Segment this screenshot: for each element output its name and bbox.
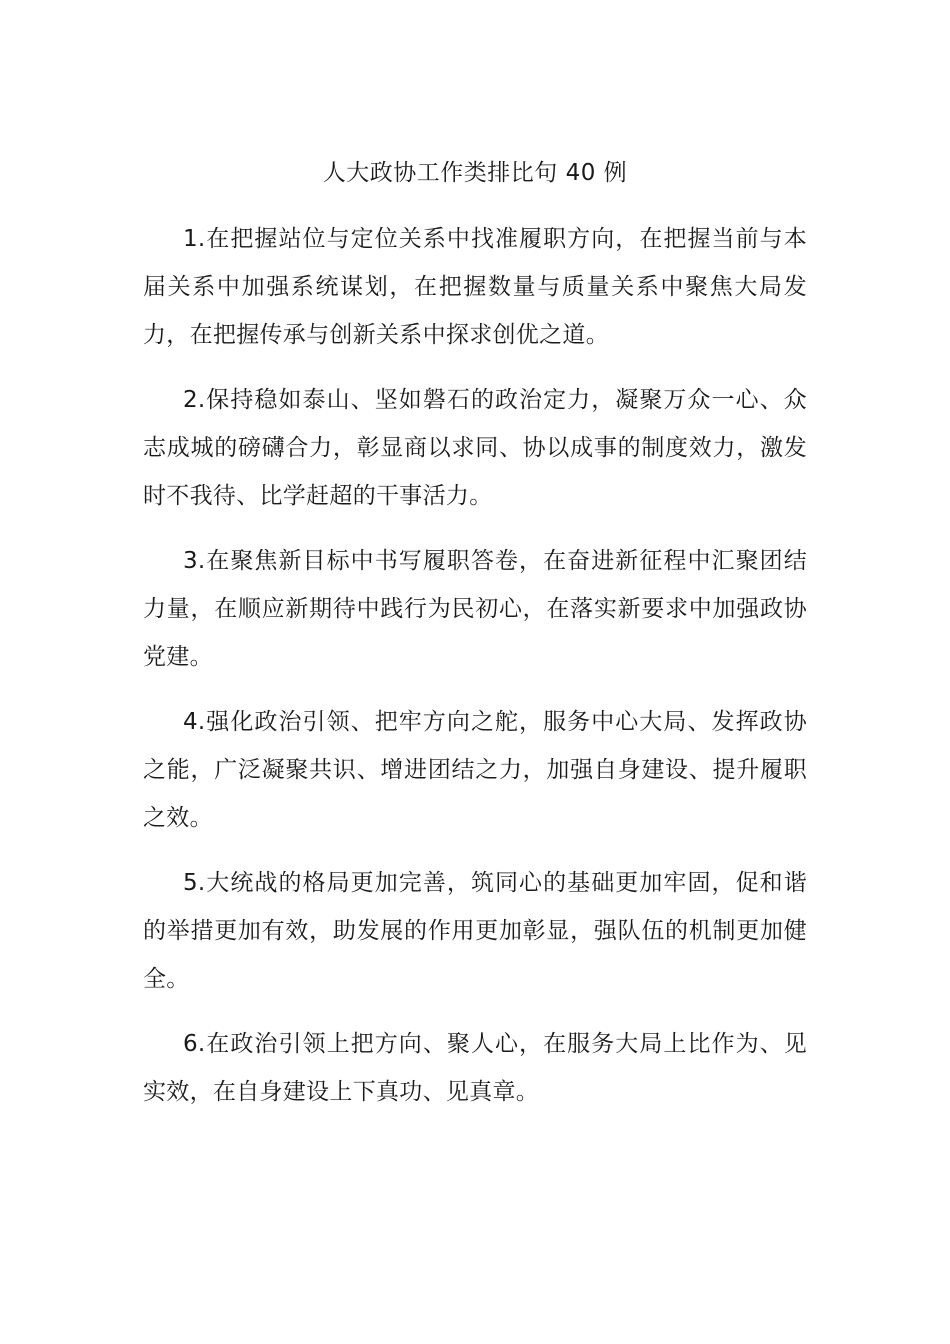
paragraph-2: 2.保持稳如泰山、坚如磐石的政治定力，凝聚万众一心、众志成城的磅礴合力，彰显商以求同、协以成事的制度效力，激发时不我待、比学赶超的干事活力。 xyxy=(143,387,807,509)
paragraph-5: 5.大统战的格局更加完善，筑同心的基础更加牢固，促和谐的举措更加有效，助发展的作用更加彰显，强队伍的机制更加健全。 xyxy=(143,870,807,992)
document-body xyxy=(143,215,807,1133)
paragraph-1: 1.在把握站位与定位关系中找准履职方向，在把握当前与本届关系中加强系统谋划，在把握数量与质量关系中聚焦大局发力，在把握传承与创新关系中探求创优之道。 xyxy=(143,226,807,348)
document-title: 人大政协工作类排比句 40 例 xyxy=(322,160,628,186)
paragraph-4: 4.强化政治引领、把牢方向之舵，服务中心大局、发挥政协之能，广泛凝聚共识、增进团结之力，加强自身建设、提升履职之效。 xyxy=(143,709,807,831)
paragraph-3: 3.在聚焦新目标中书写履职答卷，在奋进新征程中汇聚团结力量，在顺应新期待中践行为民初心，在落实新要求中加强政协党建。 xyxy=(143,548,807,670)
paragraph-6: 6.在政治引领上把方向、聚人心，在服务大局上比作为、见实效，在自身建设上下真功、见真章。 xyxy=(143,1031,807,1105)
